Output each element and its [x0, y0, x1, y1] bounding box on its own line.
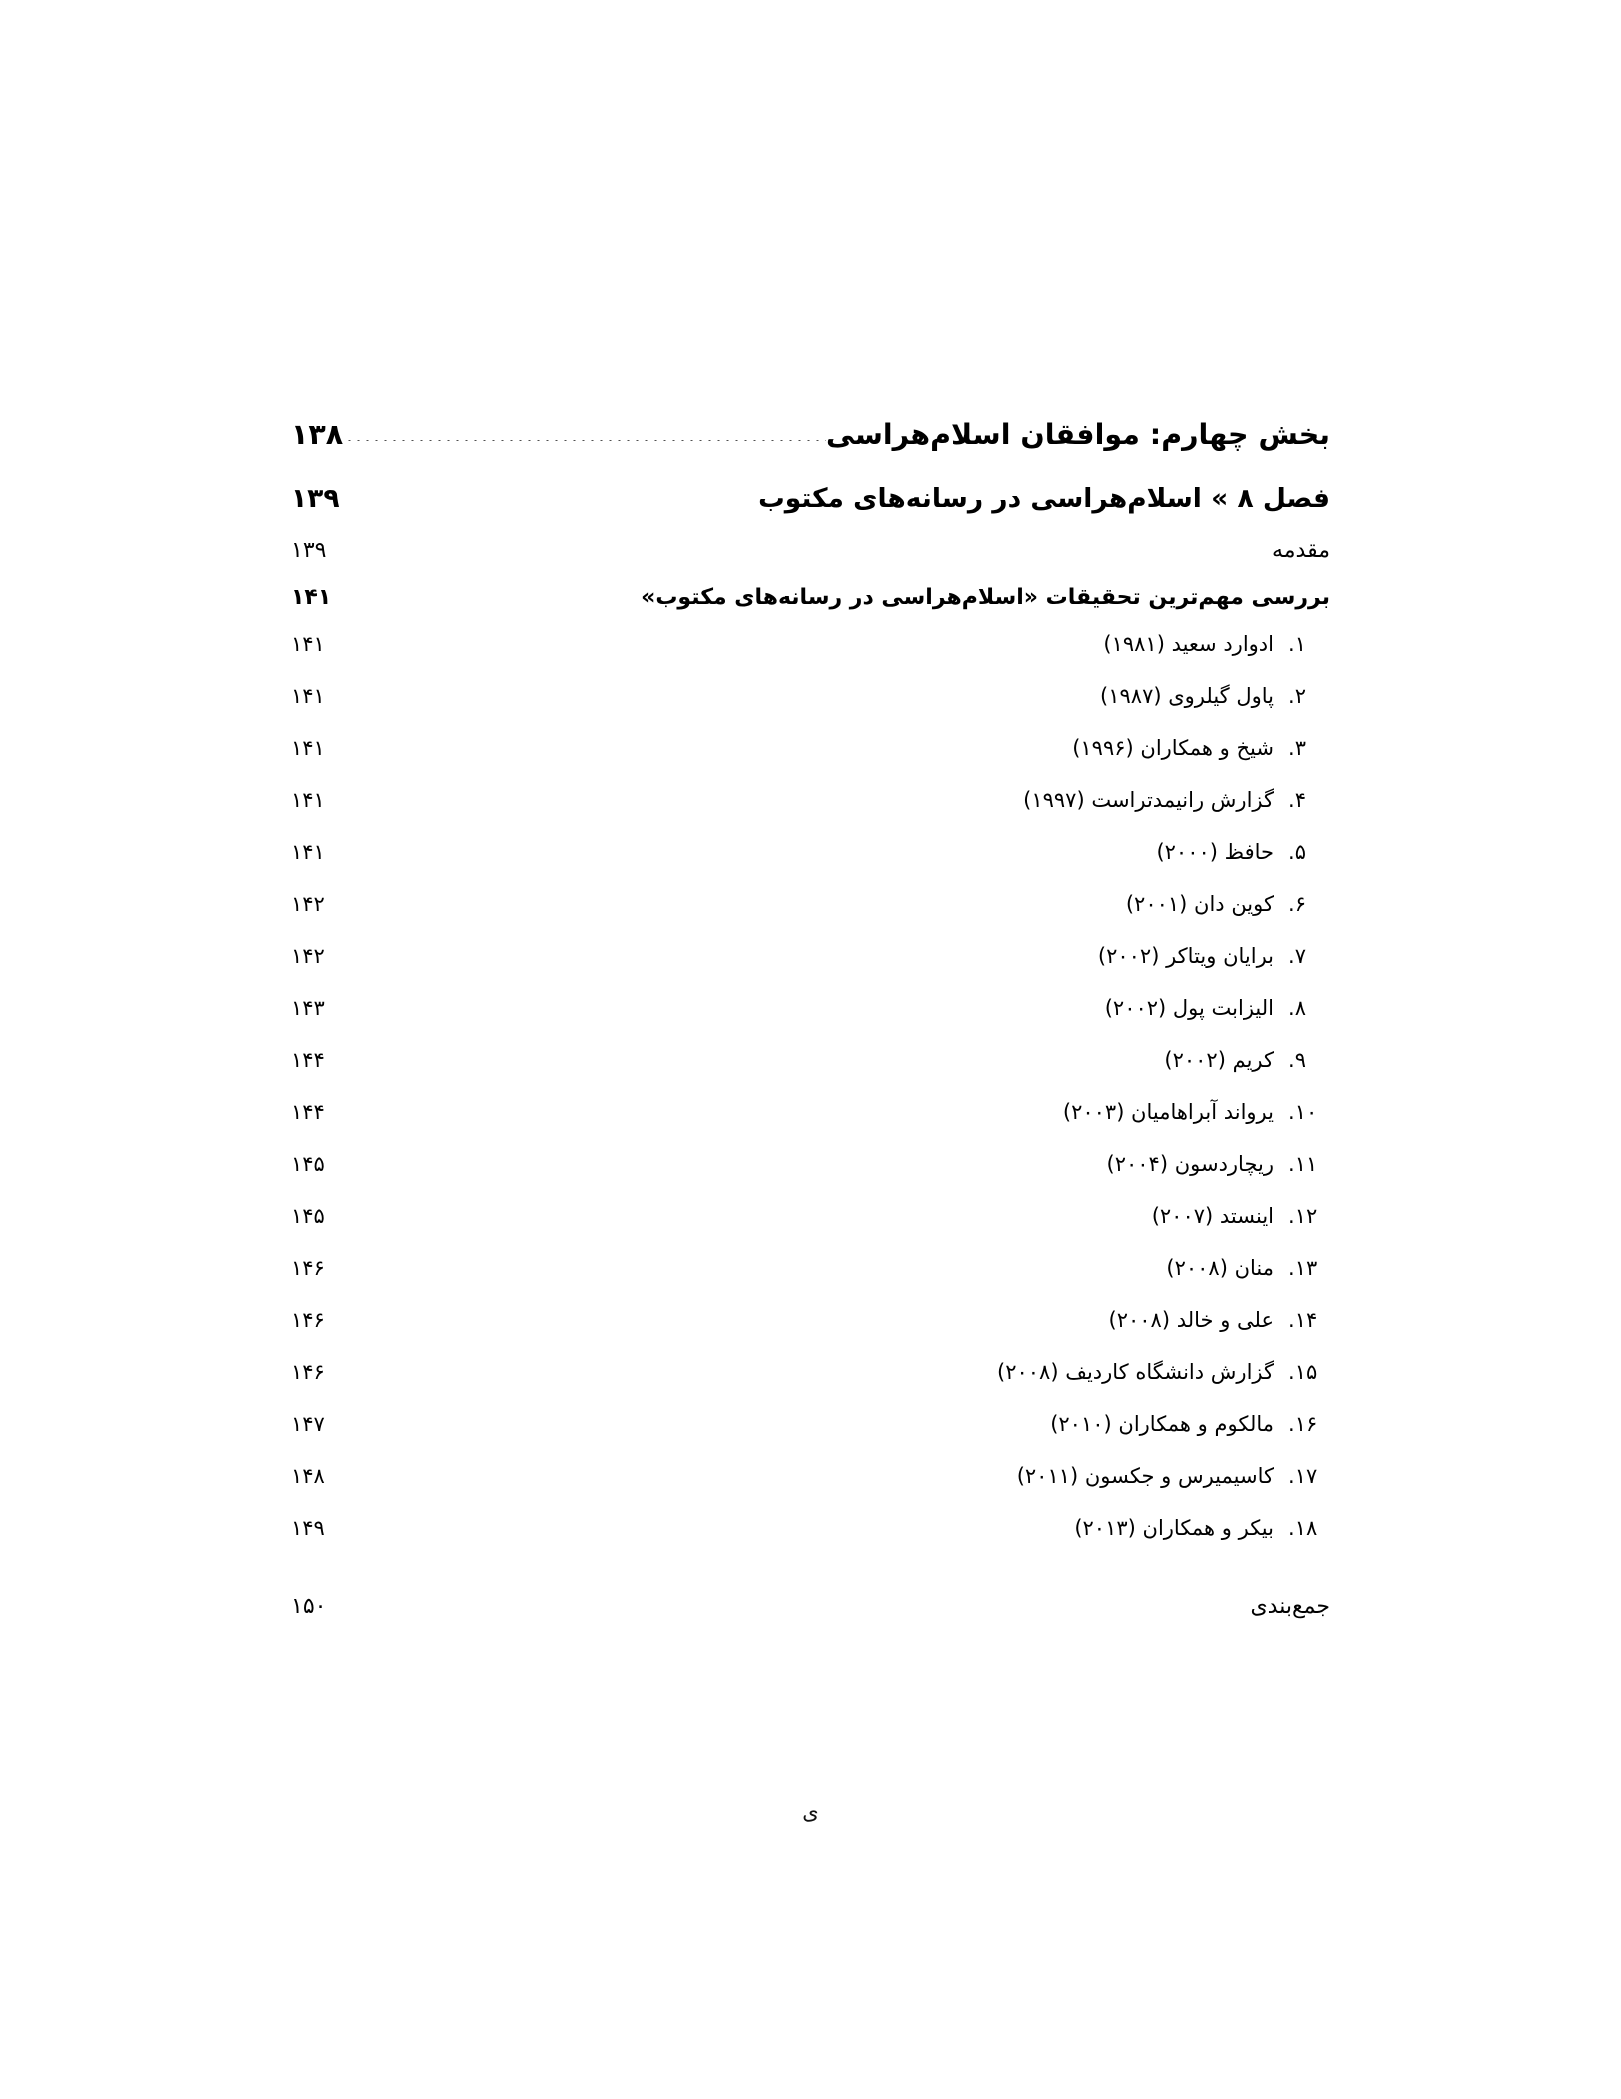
list-item[interactable] [291, 1256, 1330, 1308]
list-item[interactable] [291, 1412, 1330, 1464]
list-item[interactable] [291, 1360, 1330, 1412]
list-item-label: گزارش دانشگاه کاردیف (۲۰۰۸) [997, 1360, 1274, 1384]
list-item[interactable] [291, 840, 1330, 892]
toc-entry-summary[interactable] [291, 1594, 1330, 1619]
list-item-page: ۱۴۱ [291, 736, 325, 760]
list-item-number: ۴. [1288, 788, 1306, 812]
list-item-number: ۱۵. [1288, 1360, 1318, 1384]
research-item-list [291, 632, 1330, 1568]
list-item-label: مالکوم و همکاران (۲۰۱۰) [1050, 1412, 1274, 1436]
toc-part-title: بخش چهارم: موافقان اسلام‌هراسی [826, 418, 1330, 451]
table-of-contents [291, 418, 1330, 1641]
list-item-number: ۱۳. [1288, 1256, 1318, 1280]
list-item[interactable] [291, 1100, 1330, 1152]
toc-section-title: مقدمه [1271, 538, 1330, 563]
list-item-number: ۱۴. [1288, 1308, 1318, 1332]
list-item-page: ۱۴۶ [291, 1308, 325, 1332]
list-item-label: حافظ (۲۰۰۰) [1156, 840, 1274, 864]
list-item-page: ۱۴۶ [291, 1360, 325, 1384]
list-item-label: پاول گیلروی (۱۹۸۷) [1100, 684, 1274, 708]
toc-entry-introduction[interactable] [291, 538, 1330, 563]
list-item-number: ۱۱. [1288, 1152, 1318, 1176]
list-item-number: ۵. [1288, 840, 1306, 864]
list-item[interactable] [291, 684, 1330, 736]
list-item[interactable] [291, 1516, 1330, 1568]
list-item-label: اینستد (۲۰۰۷) [1151, 1204, 1274, 1228]
list-item-number: ۱۰. [1288, 1100, 1318, 1124]
toc-entry-chapter[interactable] [291, 483, 1330, 514]
list-item-page: ۱۴۱ [291, 684, 325, 708]
list-item-number: ۱۸. [1288, 1516, 1318, 1540]
list-item[interactable] [291, 1308, 1330, 1360]
list-item-label: کریم (۲۰۰۲) [1164, 1048, 1274, 1072]
page-folio: ی [802, 1800, 819, 1824]
dot-leader [328, 1611, 1250, 1613]
list-item[interactable] [291, 736, 1330, 788]
list-item-label: بیکر و همکاران (۲۰۱۳) [1074, 1516, 1274, 1540]
toc-summary-page: ۱۵۰ [291, 1594, 327, 1619]
toc-chapter-title: فصل ۸ » اسلام‌هراسی در رسانه‌های مکتوب [758, 483, 1330, 514]
toc-entry-research-review[interactable] [291, 585, 1330, 610]
list-item[interactable] [291, 892, 1330, 944]
list-item-number: ۶. [1288, 892, 1306, 916]
list-item-label: شیخ و همکاران (۱۹۹۶) [1072, 736, 1274, 760]
list-item-number: ۱۲. [1288, 1204, 1318, 1228]
list-item-page: ۱۴۸ [291, 1464, 325, 1488]
toc-section-page: ۱۴۱ [291, 585, 332, 610]
list-item-page: ۱۴۴ [291, 1048, 325, 1072]
toc-section-page: ۱۳۹ [291, 538, 327, 563]
list-item-number: ۱. [1288, 632, 1306, 656]
toc-entry-part[interactable] [291, 418, 1330, 451]
toc-chapter-page: ۱۳۹ [291, 483, 340, 514]
dot-leader [328, 555, 1272, 557]
list-item[interactable] [291, 788, 1330, 840]
list-item-label: کاسیمیرس و جکسون (۲۰۱۱) [1016, 1464, 1274, 1488]
list-item-page: ۱۴۹ [291, 1516, 325, 1540]
list-item-label: علی و خالد (۲۰۰۸) [1108, 1308, 1274, 1332]
list-item-label: کوین دان (۲۰۰۱) [1125, 892, 1274, 916]
list-item[interactable] [291, 1464, 1330, 1516]
toc-section-title: بررسی مهم‌ترین تحقیقات «اسلام‌هراسی در رسانه‌های مکتوب» [641, 585, 1330, 610]
list-item-label: برایان ویتاکر (۲۰۰۲) [1097, 944, 1274, 968]
list-item-page: ۱۴۵ [291, 1152, 325, 1176]
list-item-number: ۱۶. [1288, 1412, 1318, 1436]
list-item-label: ریچاردسون (۲۰۰۴) [1106, 1152, 1274, 1176]
toc-part-page: ۱۳۸ [291, 418, 344, 451]
list-item-label: منان (۲۰۰۸) [1166, 1256, 1274, 1280]
list-item-page: ۱۴۶ [291, 1256, 325, 1280]
list-item-page: ۱۴۱ [291, 788, 325, 812]
list-item[interactable] [291, 1204, 1330, 1256]
list-item[interactable] [291, 1048, 1330, 1100]
list-item-label: گزارش رانیمدتراست (۱۹۹۷) [1023, 788, 1274, 812]
list-item-page: ۱۴۱ [291, 840, 325, 864]
list-item-page: ۱۴۵ [291, 1204, 325, 1228]
list-item-number: ۲. [1288, 684, 1306, 708]
list-item[interactable] [291, 944, 1330, 996]
list-item-number: ۱۷. [1288, 1464, 1318, 1488]
list-item[interactable] [291, 632, 1330, 684]
list-item-label: یرواند آبراهامیان (۲۰۰۳) [1062, 1100, 1274, 1124]
list-item[interactable] [291, 1152, 1330, 1204]
list-item-number: ۷. [1288, 944, 1306, 968]
list-item-number: ۹. [1288, 1048, 1306, 1072]
list-item-page: ۱۴۲ [291, 892, 325, 916]
list-item-page: ۱۴۳ [291, 996, 325, 1020]
dot-leader [345, 440, 826, 444]
list-item-number: ۸. [1288, 996, 1306, 1020]
dot-leader [342, 504, 759, 507]
list-item-label: ادوارد سعید (۱۹۸۱) [1103, 632, 1274, 656]
list-item-page: ۱۴۷ [291, 1412, 325, 1436]
list-item-page: ۱۴۴ [291, 1100, 325, 1124]
dot-leader [333, 602, 641, 604]
list-item[interactable] [291, 996, 1330, 1048]
list-item-page: ۱۴۱ [291, 632, 325, 656]
toc-summary-title: جمع‌بندی [1250, 1594, 1330, 1619]
list-item-number: ۳. [1288, 736, 1306, 760]
list-item-label: الیزابت پول (۲۰۰۲) [1104, 996, 1274, 1020]
list-item-page: ۱۴۲ [291, 944, 325, 968]
